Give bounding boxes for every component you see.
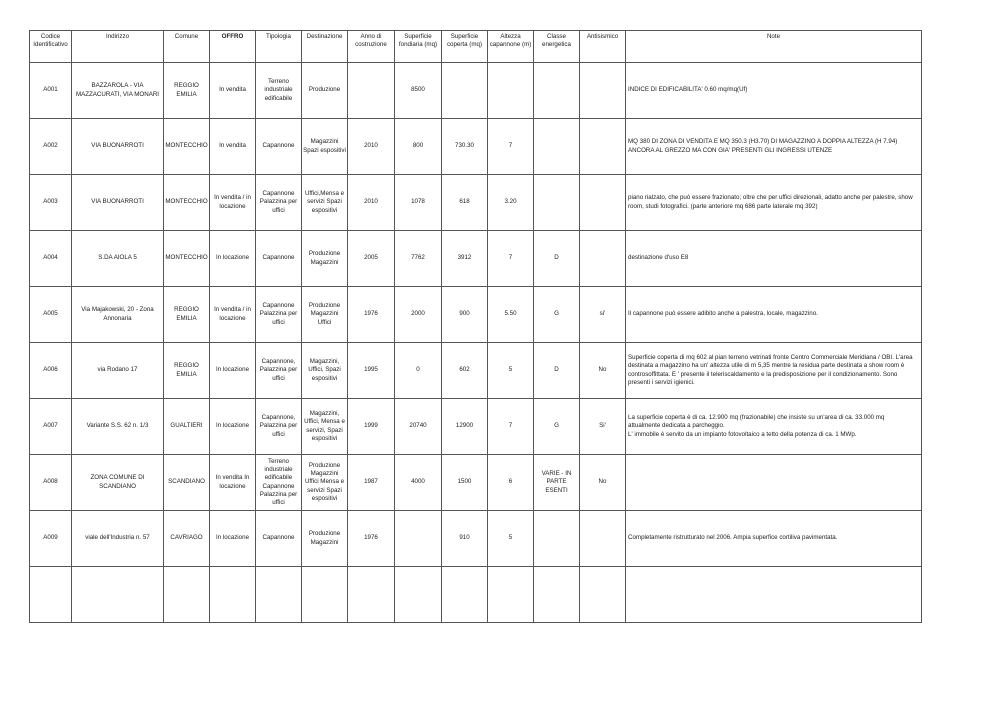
- cell-offro: In vendita In locazione: [210, 455, 256, 511]
- cell-destinazione: Produzione Magazzini: [302, 231, 348, 287]
- cell-anno: 1976: [348, 511, 395, 567]
- cell-sup-fondiaria: 4000: [395, 455, 442, 511]
- cell-indirizzo: Variante S.S. 62 n. 1/3: [72, 399, 164, 455]
- cell-indirizzo: viale dell'Industria n. 57: [72, 511, 164, 567]
- header-tipologia: Tipologia: [256, 31, 302, 63]
- cell-tipologia: Capannone, Palazzina per uffici: [256, 343, 302, 399]
- table-row: [30, 511, 922, 567]
- cell-comune: GUALTIERI: [164, 399, 210, 455]
- cell-note: Superficie coperta di mq 602 al pian terreno vetrinati fronte Centro Commerciale Meridiana / OBI. L'area destinata a magazzino ha un' altezza utile di m 5,35 mentre la residua parte destinata a show room è controsoffittata. E ' presente il teleriscaldamento e la predisposizione per il condizionamento. Sono presenti i servizi igienici.: [626, 343, 922, 399]
- cell-destinazione: Produzione Magazzini Uffici Mensa e servizi Spazi espositivi: [302, 455, 348, 511]
- header-sup-fondiaria: Superficie fondiaria (mq): [395, 31, 442, 63]
- cell-offro: In vendita: [210, 119, 256, 175]
- empty-cell: [256, 567, 302, 623]
- cell-note: La superficie coperta è di ca. 12.900 mq (frazionabile) che insiste su un'area di ca. 33.000 mq attualmente dedicata a parcheggio. L' immobile è servito da un impianto fotovoltaico a tetto della potenza di ca. 1 MWp.: [626, 399, 922, 455]
- cell-altezza: 3.20: [488, 175, 534, 231]
- table-body: [30, 63, 922, 623]
- cell-antisismico: Si': [580, 399, 626, 455]
- empty-cell: [534, 567, 580, 623]
- cell-codice: A004: [30, 231, 72, 287]
- cell-offro: In locazione: [210, 511, 256, 567]
- cell-sup-fondiaria: 2000: [395, 287, 442, 343]
- header-codice: Codice Identificativo: [30, 31, 72, 63]
- properties-table: [29, 30, 922, 623]
- cell-codice: A007: [30, 399, 72, 455]
- header-anno: Anno di costruzione: [348, 31, 395, 63]
- cell-anno: 2010: [348, 119, 395, 175]
- cell-tipologia: Capannone: [256, 511, 302, 567]
- cell-classe: D: [534, 343, 580, 399]
- cell-codice: A006: [30, 343, 72, 399]
- cell-comune: REGGIO EMILIA: [164, 287, 210, 343]
- cell-offro: In locazione: [210, 399, 256, 455]
- table-row: [30, 63, 922, 119]
- cell-comune: REGGIO EMILIA: [164, 63, 210, 119]
- cell-sup-coperta: 618: [442, 175, 488, 231]
- cell-classe: D: [534, 231, 580, 287]
- cell-antisismico: [580, 63, 626, 119]
- cell-offro: In vendita: [210, 63, 256, 119]
- empty-cell: [348, 567, 395, 623]
- cell-comune: SCANDIANO: [164, 455, 210, 511]
- cell-destinazione: Produzione: [302, 63, 348, 119]
- empty-cell: [488, 567, 534, 623]
- cell-anno: 1976: [348, 287, 395, 343]
- cell-codice: A003: [30, 175, 72, 231]
- cell-classe: [534, 175, 580, 231]
- header-sup-coperta: Superficie coperta (mq): [442, 31, 488, 63]
- cell-altezza: 5: [488, 343, 534, 399]
- cell-indirizzo: VIA BUONARROTI: [72, 119, 164, 175]
- cell-offro: In locazione: [210, 343, 256, 399]
- cell-comune: MONTECCHIO: [164, 231, 210, 287]
- empty-cell: [395, 567, 442, 623]
- cell-indirizzo: VIA BUONARROTI: [72, 175, 164, 231]
- cell-destinazione: Uffici,Mensa e servizi Spazi espositivi: [302, 175, 348, 231]
- cell-destinazione: Magazzini, Uffici, Mensa e servizi, Spazi espositivi: [302, 399, 348, 455]
- cell-anno: [348, 63, 395, 119]
- cell-sup-fondiaria: 20740: [395, 399, 442, 455]
- cell-codice: A008: [30, 455, 72, 511]
- cell-offro: In vendita / in locazione: [210, 287, 256, 343]
- header-classe: Classe energetica: [534, 31, 580, 63]
- cell-destinazione: Produzione Magazzini: [302, 511, 348, 567]
- cell-sup-coperta: 3912: [442, 231, 488, 287]
- cell-note: destinazione d'uso E8: [626, 231, 922, 287]
- cell-classe: [534, 511, 580, 567]
- cell-tipologia: Capannone, Palazzina per uffici: [256, 399, 302, 455]
- empty-row: [30, 567, 922, 623]
- header-indirizzo: Indirizzo: [72, 31, 164, 63]
- cell-antisismico: [580, 231, 626, 287]
- cell-indirizzo: BAZZAROLA - VIA MAZZACURATI, VIA MONARI: [72, 63, 164, 119]
- cell-classe: VARIE - IN PARTE ESENTI: [534, 455, 580, 511]
- cell-destinazione: Magazzini Spazi espositivi: [302, 119, 348, 175]
- cell-sup-coperta: [442, 63, 488, 119]
- empty-cell: [210, 567, 256, 623]
- empty-cell: [580, 567, 626, 623]
- cell-codice: A001: [30, 63, 72, 119]
- table-row: [30, 231, 922, 287]
- header-comune: Comune: [164, 31, 210, 63]
- cell-antisismico: [580, 511, 626, 567]
- cell-tipologia: Capannone Palazzina per uffici: [256, 287, 302, 343]
- table-row: [30, 343, 922, 399]
- cell-sup-fondiaria: 7762: [395, 231, 442, 287]
- empty-cell: [72, 567, 164, 623]
- cell-note: Il capannone può essere adibito anche a palestra, locale, magazzino.: [626, 287, 922, 343]
- cell-sup-fondiaria: 0: [395, 343, 442, 399]
- empty-cell: [442, 567, 488, 623]
- cell-sup-fondiaria: 8500: [395, 63, 442, 119]
- cell-note: Completamente ristrutturato nel 2006. Ampia superfice cortiliva pavimentata.: [626, 511, 922, 567]
- cell-sup-coperta: 910: [442, 511, 488, 567]
- cell-classe: G: [534, 399, 580, 455]
- cell-sup-fondiaria: 800: [395, 119, 442, 175]
- cell-tipologia: Terreno industriale edificabile Capannone Palazzina per uffici: [256, 455, 302, 511]
- header-antisismico: Antisismico: [580, 31, 626, 63]
- table-row: [30, 119, 922, 175]
- cell-destinazione: Magazzini, Uffici, Spazi espositivi: [302, 343, 348, 399]
- cell-antisismico: [580, 119, 626, 175]
- empty-cell: [30, 567, 72, 623]
- cell-comune: MONTECCHIO: [164, 119, 210, 175]
- cell-comune: MONTECCHIO: [164, 175, 210, 231]
- cell-altezza: 7: [488, 399, 534, 455]
- cell-note: INDICE DI EDIFICABILITA' 0.60 mq/mq(Uf): [626, 63, 922, 119]
- header-row: [30, 31, 922, 63]
- cell-codice: A005: [30, 287, 72, 343]
- cell-tipologia: Capannone: [256, 119, 302, 175]
- cell-anno: 1987: [348, 455, 395, 511]
- cell-sup-coperta: 1500: [442, 455, 488, 511]
- cell-altezza: 7: [488, 119, 534, 175]
- cell-anno: 2010: [348, 175, 395, 231]
- cell-classe: [534, 63, 580, 119]
- cell-codice: A009: [30, 511, 72, 567]
- cell-tipologia: Terreno industriale edificabile: [256, 63, 302, 119]
- cell-note: piano rialzato, che può essere frazionato; oltre che per uffici direzionali, adatto anche per palestre, show room, studi fotografici. (parte anteriore mq 686 parte laterale mq 392): [626, 175, 922, 231]
- empty-cell: [626, 567, 922, 623]
- table-row: [30, 455, 922, 511]
- cell-sup-fondiaria: 1078: [395, 175, 442, 231]
- table-row: [30, 175, 922, 231]
- cell-altezza: 6: [488, 455, 534, 511]
- cell-altezza: 5.50: [488, 287, 534, 343]
- table-row: [30, 287, 922, 343]
- cell-sup-coperta: 900: [442, 287, 488, 343]
- cell-comune: CAVRIAGO: [164, 511, 210, 567]
- cell-anno: 2005: [348, 231, 395, 287]
- cell-indirizzo: via Rodano 17: [72, 343, 164, 399]
- cell-classe: [534, 119, 580, 175]
- cell-anno: 1995: [348, 343, 395, 399]
- table-row: [30, 399, 922, 455]
- cell-antisismico: [580, 175, 626, 231]
- cell-altezza: [488, 63, 534, 119]
- cell-sup-coperta: 12900: [442, 399, 488, 455]
- empty-cell: [164, 567, 210, 623]
- cell-altezza: 7: [488, 231, 534, 287]
- cell-sup-coperta: 602: [442, 343, 488, 399]
- cell-tipologia: Capannone: [256, 231, 302, 287]
- empty-cell: [302, 567, 348, 623]
- cell-sup-fondiaria: [395, 511, 442, 567]
- cell-codice: A002: [30, 119, 72, 175]
- header-offro: OFFRO: [210, 31, 256, 63]
- cell-antisismico: No: [580, 455, 626, 511]
- cell-classe: G: [534, 287, 580, 343]
- cell-altezza: 5: [488, 511, 534, 567]
- header-note: Note: [626, 31, 922, 63]
- cell-antisismico: si': [580, 287, 626, 343]
- cell-note: [626, 455, 922, 511]
- cell-antisismico: No: [580, 343, 626, 399]
- header-altezza: Altezza capannone (m): [488, 31, 534, 63]
- cell-note: MQ 380 DI ZONA DI VENDITA E MQ 350.3 (H3.70) DI MAGAZZINO A DOPPIA ALTEZZA (H 7.94) ANCORA AL GREZZO MA CON GIA' PRESENTI GLI INGRESSI UTENZE: [626, 119, 922, 175]
- cell-sup-coperta: 730.30: [442, 119, 488, 175]
- header-destinazione: Destinazione: [302, 31, 348, 63]
- cell-indirizzo: Via Majakowski, 20 - Zona Annonaria: [72, 287, 164, 343]
- cell-indirizzo: S.DA AIOLA 5: [72, 231, 164, 287]
- cell-indirizzo: ZONA COMUNE DI SCANDIANO: [72, 455, 164, 511]
- cell-anno: 1999: [348, 399, 395, 455]
- cell-comune: REGGIO EMILIA: [164, 343, 210, 399]
- cell-offro: In locazione: [210, 231, 256, 287]
- cell-offro: In vendita / in locazione: [210, 175, 256, 231]
- cell-tipologia: Capannone Palazzina per uffici: [256, 175, 302, 231]
- cell-destinazione: Produzione Magazzini Uffici: [302, 287, 348, 343]
